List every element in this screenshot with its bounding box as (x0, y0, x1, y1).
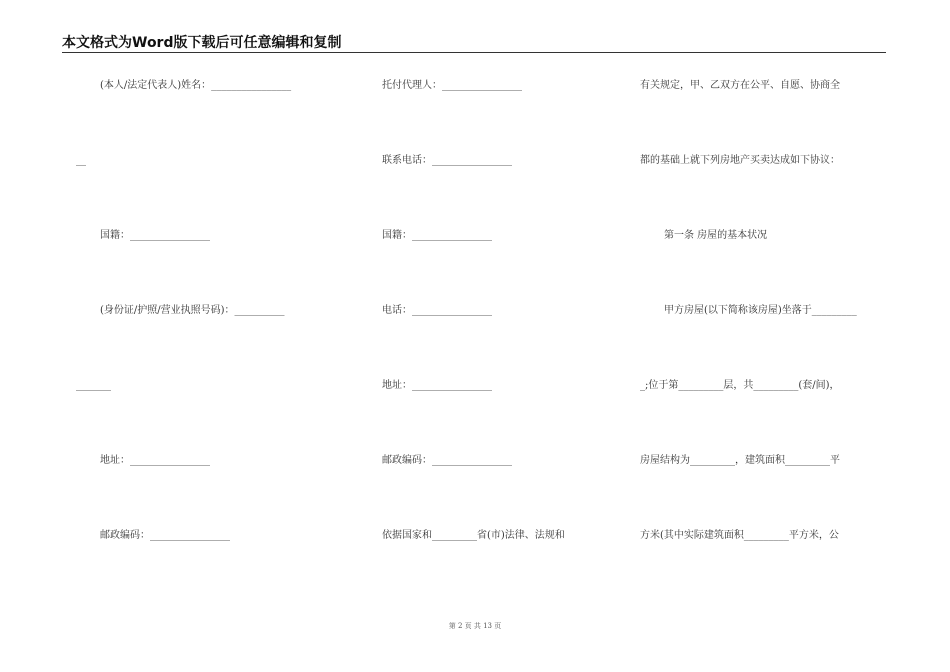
property-area-line: 方米(其中实际建筑面积_________平方米，公 (640, 530, 839, 541)
phone-line: 电话：________________ (382, 305, 492, 316)
header-divider (62, 52, 886, 53)
property-location-line: 甲方房屋(以下简称该房屋)坐落于_________ (664, 305, 857, 316)
postal-code-line: 邮政编码：________________ (100, 530, 230, 541)
blank-continuation-line: _______ (76, 380, 111, 391)
property-floor-line: _;位于第_________层，共_________(套/间)， (640, 380, 840, 391)
principal-name-line: (本人/法定代表人)姓名：________________ (100, 80, 292, 91)
address-line: 地址：________________ (100, 455, 210, 466)
agent-address-line: 地址：________________ (382, 380, 492, 391)
agreement-text-line: 有关规定，甲、乙双方在公平、自愿、协商全 (640, 80, 840, 91)
agreement-text-line: 都的基础上就下列房地产买卖达成如下协议： (640, 155, 840, 166)
agent-postal-code-line: 邮政编码：________________ (382, 455, 512, 466)
legal-basis-line: 依据国家和_________省(市)法律、法规和 (382, 530, 565, 541)
page-number: 第 2 页 共 13 页 (448, 622, 502, 630)
article-heading: 第一条 房屋的基本状况 (664, 230, 768, 241)
document-header: 本文格式为Word版下载后可任意编辑和复制 (62, 35, 342, 51)
blank-continuation-line: __ (76, 155, 86, 166)
agent-nationality-line: 国籍：________________ (382, 230, 492, 241)
agent-line: 托付代理人：________________ (382, 80, 522, 91)
contact-phone-line: 联系电话：________________ (382, 155, 512, 166)
property-structure-line: 房屋结构为_________，建筑面积_________平 (640, 455, 840, 466)
id-number-line: (身份证/护照/营业执照号码)：__________ (100, 305, 285, 316)
nationality-line: 国籍：________________ (100, 230, 210, 241)
